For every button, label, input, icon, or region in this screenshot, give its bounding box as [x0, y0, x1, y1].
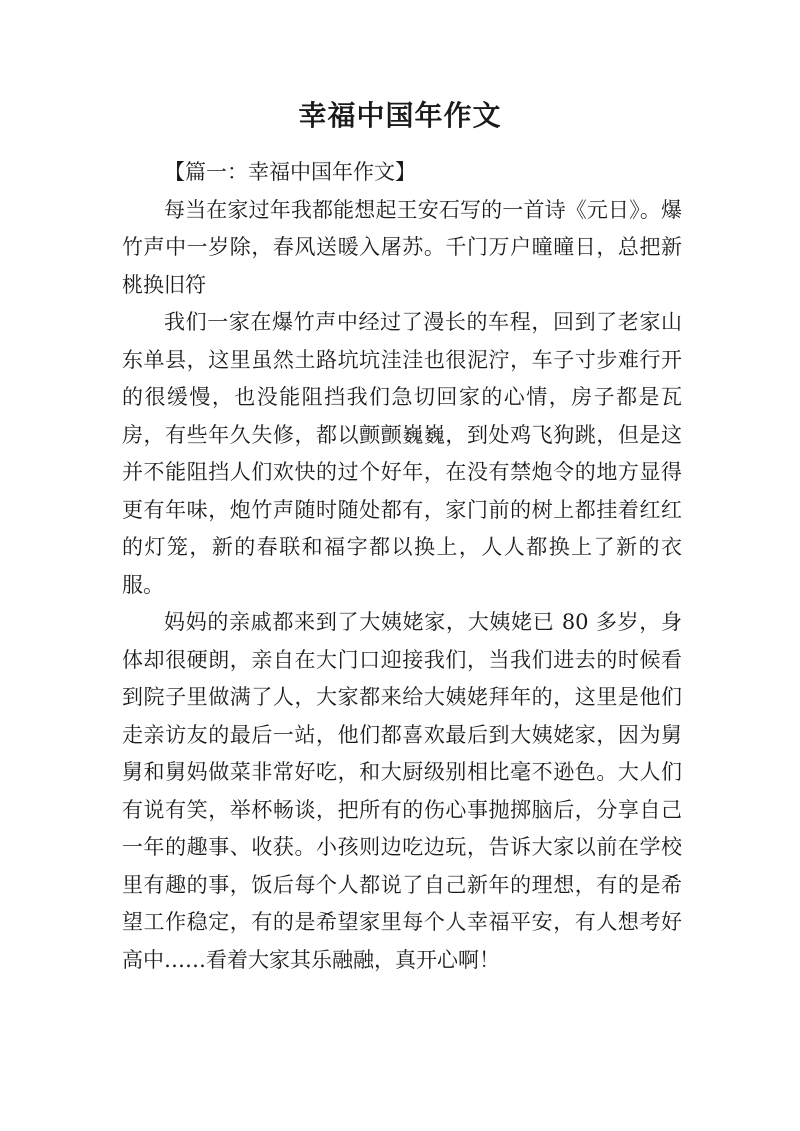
section-heading: 【篇一：幸福中国年作文】 [164, 160, 416, 184]
paragraph-2: 我们一家在爆竹声中经过了漫长的车程，回到了老家山东单县，这里虽然土路坑坑洼洼也很泥泞，车子寸步难行开的很缓慢，也没能阻挡我们急切回家的心情，房子都是瓦房，有些年久失修，都以颤颤巍巍，到处鸡飞狗跳，但是这并不能阻挡人们欢快的过个好年，在没有禁炮令的地方显得更有年味，炮竹声随时随处都有，家门前的树上都挂着红红的灯笼，新的春联和福字都以换上，人人都换上了新的衣服。 [122, 310, 682, 597]
document-title: 幸福中国年作文 [298, 99, 502, 132]
paragraph-3: 妈妈的亲戚都来到了大姨姥家，大姨姥已 80 多岁，身体却很硬朗，亲自在大门口迎接我们，当我们进去的时候看到院子里做满了人，大家都来给大姨姥拜年的，这里是他们走亲访友的最后一站，他们都喜欢最后到大姨姥家，因为舅舅和舅妈做菜非常好吃，和大厨级别相比毫不逊色。大人们有说有笑，举杯畅谈，把所有的伤心事抛掷脑后，分享自己一年的趣事、收获。小孩则边吃边玩，告诉大家以前在学校里有趣的事，饭后每个人都说了自己新年的理想，有的是希望工作稳定，有的是希望家里每个人幸福平安，有人想考好高中……看着大家其乐融融，真开心啊！ [122, 610, 682, 972]
document-body [122, 154, 682, 979]
paragraph-1: 每当在家过年我都能想起王安石写的一首诗《元日》。爆竹声中一岁除，春风送暖入屠苏。千门万户曈曈日，总把新桃换旧符 [122, 197, 682, 297]
